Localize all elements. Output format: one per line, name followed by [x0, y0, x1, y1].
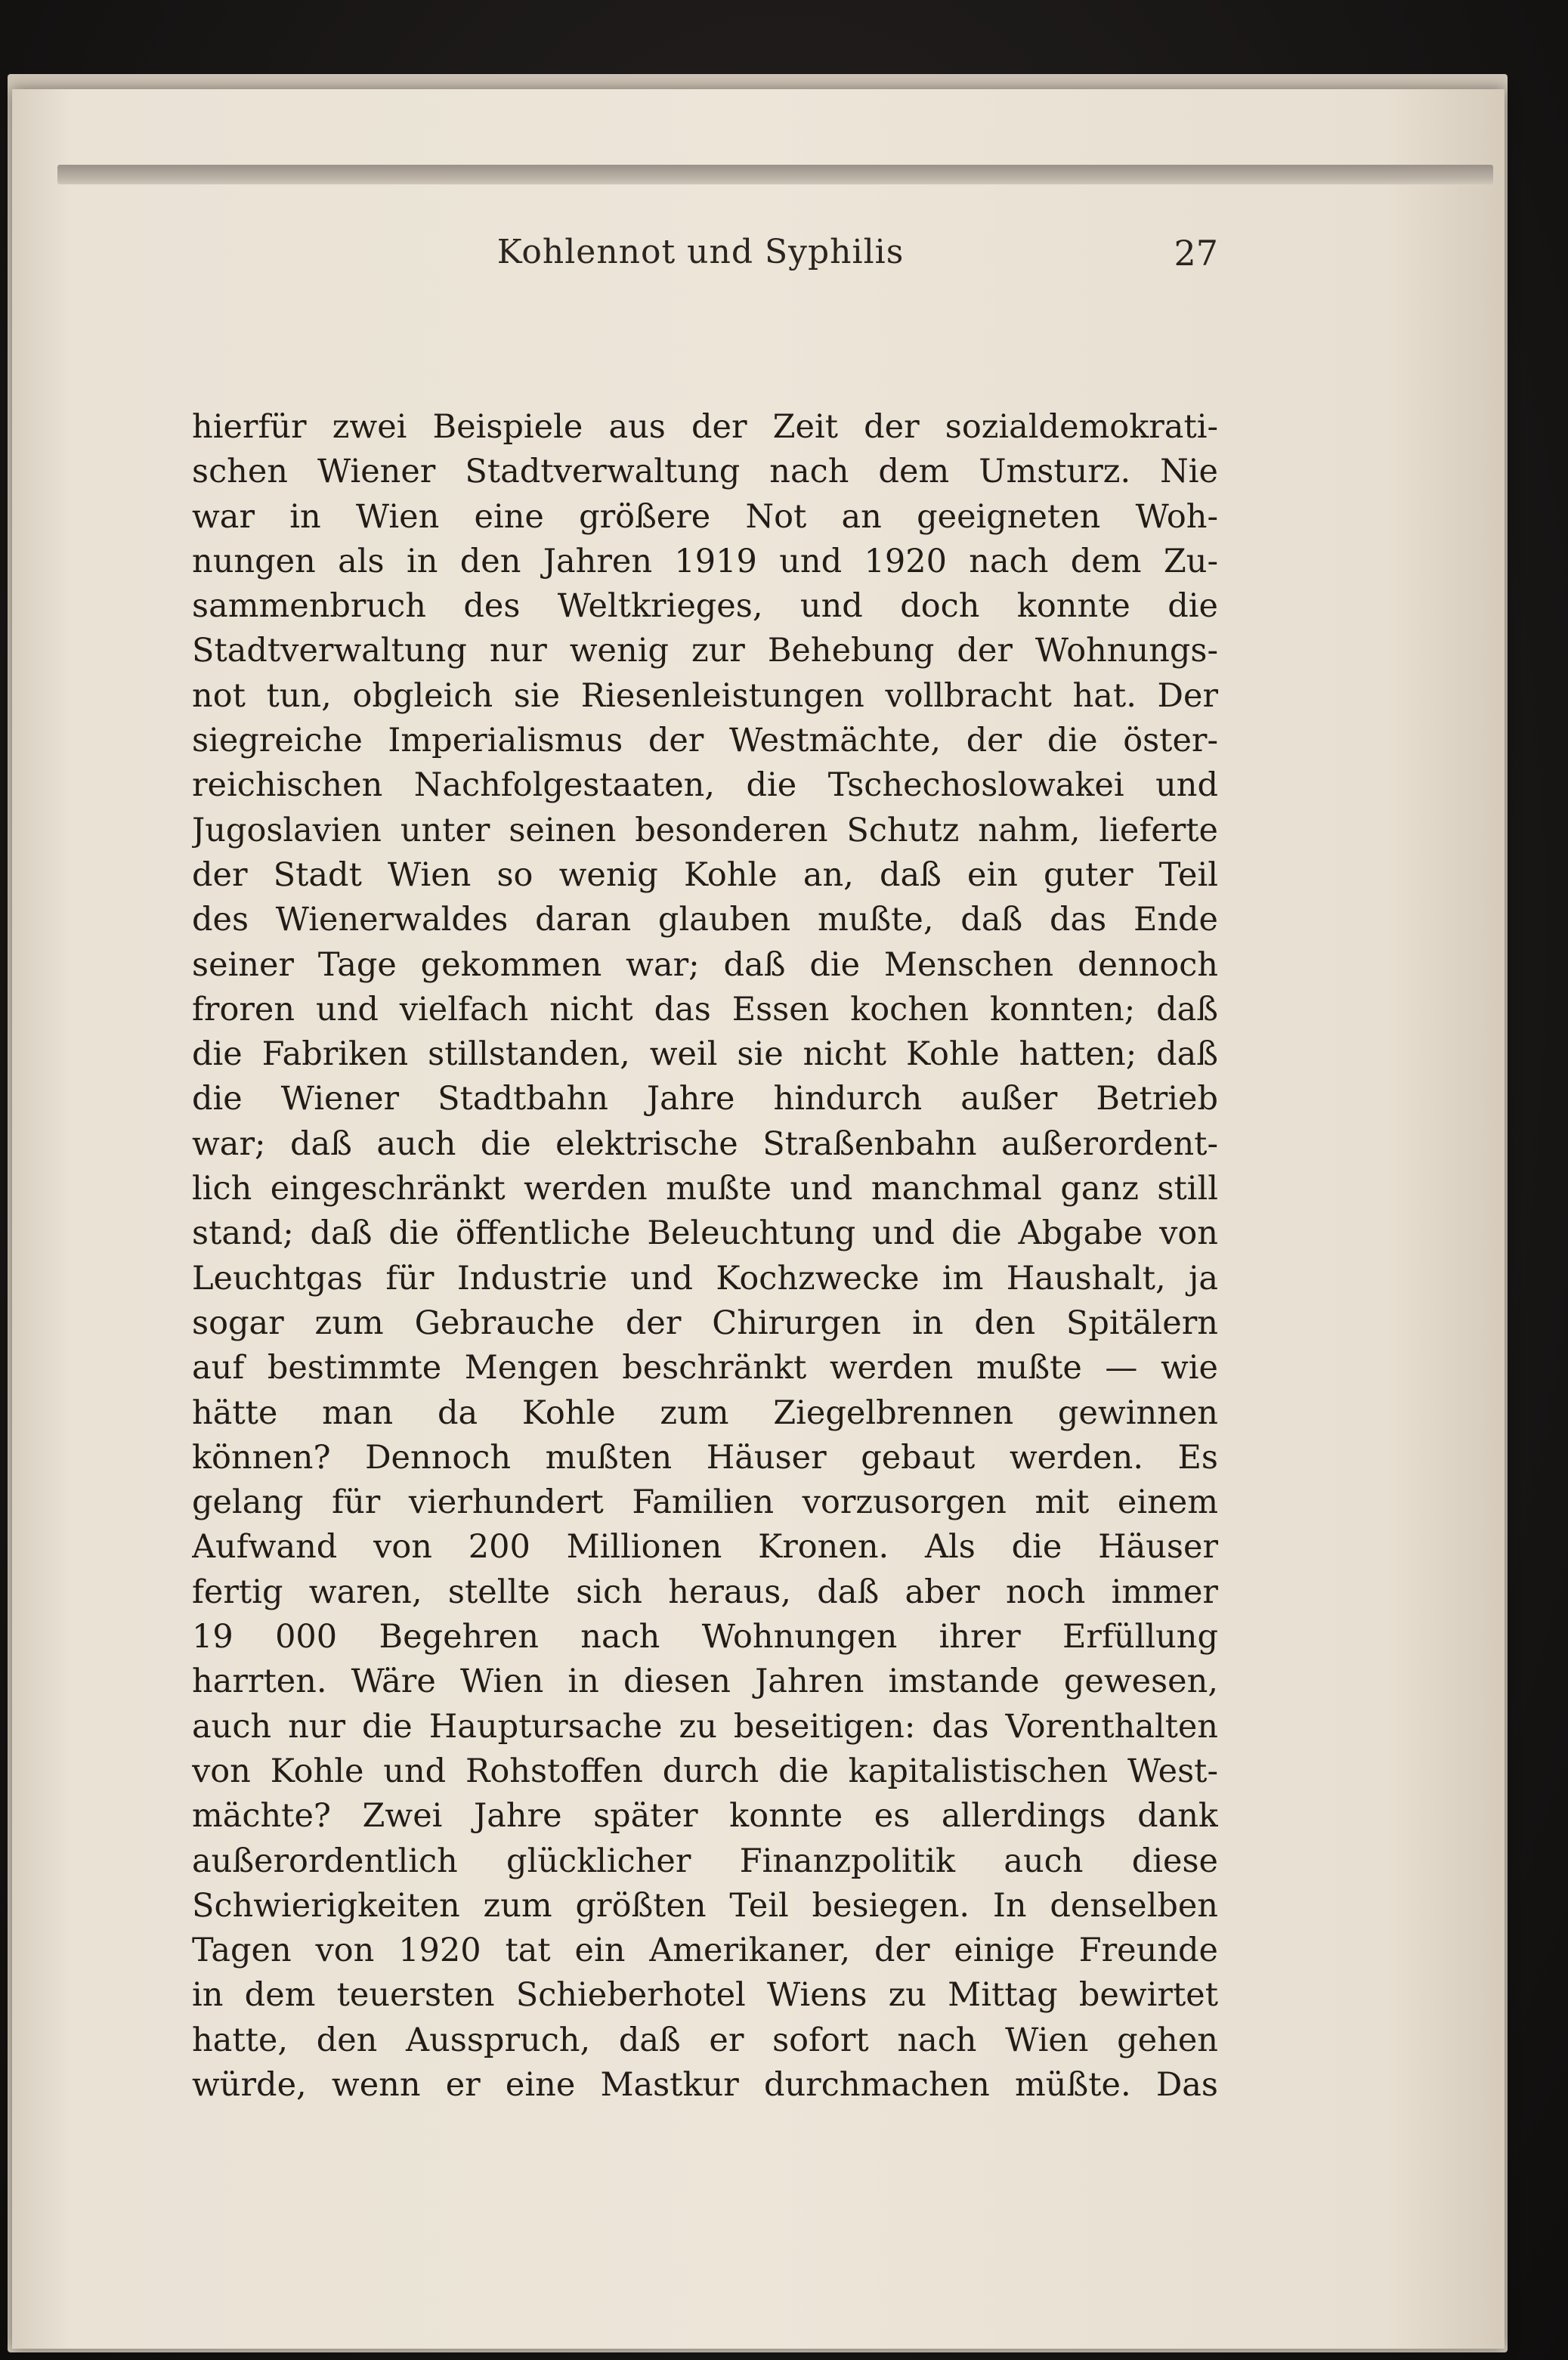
- text-line: nungen als in den Jahren 1919 und 1920 nach dem Zu-: [192, 542, 1218, 580]
- text-line: mächte? Zwei Jahre später konnte es allerdings dank: [192, 1797, 1218, 1836]
- text-line: in dem teuersten Schieberhotel Wiens zu Mittag bewirtet: [192, 1976, 1218, 2015]
- text-line: froren und vielfach nicht das Essen kochen konnten; daß: [192, 990, 1218, 1028]
- text-line: können? Dennoch mußten Häuser gebaut werden. Es: [192, 1438, 1218, 1477]
- text-line: siegreiche Imperialismus der Westmächte, der die öster-: [192, 722, 1218, 760]
- page-header: [183, 233, 1218, 293]
- text-line: stand; daß die öffentliche Beleuchtung und die Abgabe von: [192, 1214, 1218, 1253]
- text-line: des Wienerwaldes daran glauben mußte, daß das Ende: [192, 901, 1218, 939]
- text-line: reichischen Nachfolgestaaten, die Tschechoslowakei und: [192, 766, 1218, 805]
- text-line: seiner Tage gekommen war; daß die Menschen dennoch: [192, 945, 1218, 984]
- page-top-shadow: [57, 165, 1493, 184]
- text-line: die Wiener Stadtbahn Jahre hindurch außer Betrieb: [192, 1080, 1218, 1118]
- text-line: auch nur die Hauptursache zu beseitigen: das Vorenthalten: [192, 1707, 1218, 1746]
- body-text: [192, 405, 1218, 2108]
- text-line: sogar zum Gebrauche der Chirurgen in den Spitälern: [192, 1304, 1218, 1342]
- text-line: der Stadt Wien so wenig Kohle an, daß ein guter Teil: [192, 855, 1218, 894]
- page-number: 27: [1174, 233, 1218, 274]
- text-line: war; daß auch die elektrische Straßenbahn außerordent-: [192, 1124, 1218, 1163]
- text-line: auf bestimmte Mengen beschränkt werden mußte — wie: [192, 1349, 1218, 1387]
- text-line: gelang für vierhundert Familien vorzusorgen mit einem: [192, 1483, 1218, 1522]
- text-line: war in Wien eine größere Not an geeigneten Woh-: [192, 497, 1218, 536]
- book-page: [12, 89, 1505, 2349]
- text-line: schen Wiener Stadtverwaltung nach dem Umsturz. Nie: [192, 453, 1218, 491]
- text-line: 19 000 Begehren nach Wohnungen ihrer Erfüllung: [192, 1618, 1218, 1656]
- text-line: hierfür zwei Beispiele aus der Zeit der sozialdemokrati-: [192, 408, 1218, 446]
- text-line: not tun, obgleich sie Riesenleistungen vollbracht hat. Der: [192, 676, 1218, 715]
- text-line: Aufwand von 200 Millionen Kronen. Als die Häuser: [192, 1528, 1218, 1567]
- text-line: Leuchtgas für Industrie und Kochzwecke im Haushalt, ja: [192, 1259, 1218, 1298]
- text-line: würde, wenn er eine Mastkur durchmachen müßte. Das: [192, 2065, 1218, 2104]
- text-line: Tagen von 1920 tat ein Amerikaner, der einige Freunde: [192, 1932, 1218, 1970]
- text-line: harrten. Wäre Wien in diesen Jahren imstande gewesen,: [192, 1663, 1218, 1701]
- text-line: fertig waren, stellte sich heraus, daß aber noch immer: [192, 1573, 1218, 1611]
- text-line: hätte man da Kohle zum Ziegelbrennen gewinnen: [192, 1393, 1218, 1432]
- text-line: von Kohle und Rohstoffen durch die kapitalistischen West-: [192, 1752, 1218, 1790]
- text-line: Stadtverwaltung nur wenig zur Behebung der Wohnungs-: [192, 632, 1218, 670]
- text-line: die Fabriken stillstanden, weil sie nicht Kohle hatten; daß: [192, 1035, 1218, 1074]
- running-title: Kohlennot und Syphilis: [496, 233, 905, 271]
- text-line: Jugoslavien unter seinen besonderen Schutz nahm, lieferte: [192, 811, 1218, 849]
- text-line: Schwierigkeiten zum größten Teil besiegen. In denselben: [192, 1886, 1218, 1925]
- text-line: außerordentlich glücklicher Finanzpolitik auch diese: [192, 1842, 1218, 1880]
- text-line: lich eingeschränkt werden mußte und manchmal ganz still: [192, 1170, 1218, 1208]
- text-line: hatte, den Ausspruch, daß er sofort nach Wien gehen: [192, 2021, 1218, 2059]
- text-line: sammenbruch des Weltkrieges, und doch konnte die: [192, 587, 1218, 626]
